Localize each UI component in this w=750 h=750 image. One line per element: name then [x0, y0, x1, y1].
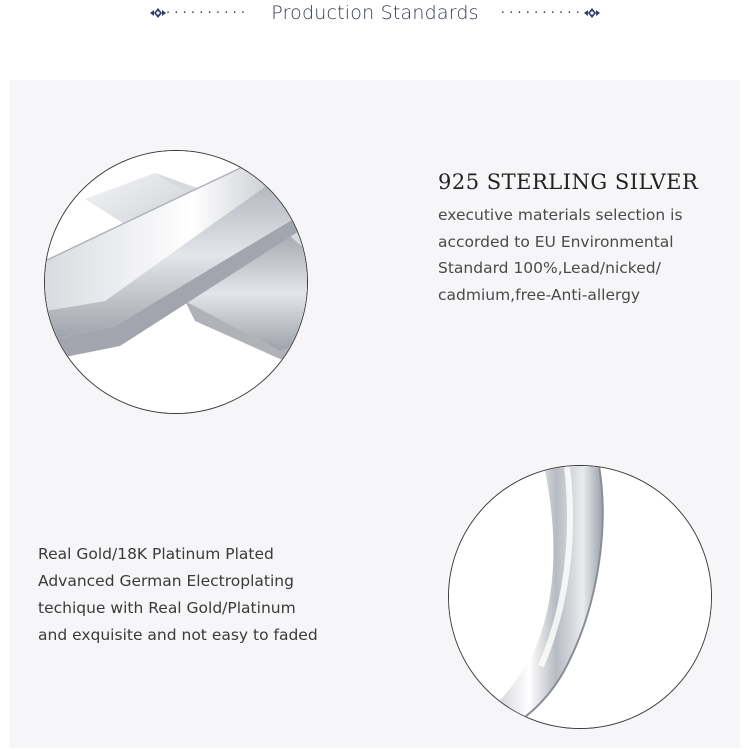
silver-bars-image [44, 150, 308, 414]
plating-paragraph [38, 541, 398, 649]
header-dots-right: ·········· [500, 5, 585, 21]
silver-heading: 925 STERLING SILVER [438, 170, 699, 194]
plating-line: techique with Real Gold/Platinum [38, 599, 296, 617]
silver-line: cadmium,free-Anti-allergy [438, 285, 641, 304]
header-dots-left: ·········· [165, 5, 250, 21]
fleur-diamond-icon [584, 7, 600, 19]
silver-line: accorded to EU Environmental [438, 232, 674, 251]
silver-paragraph [438, 202, 738, 308]
page-title: Production Standards [271, 2, 479, 24]
fleur-diamond-icon [150, 7, 166, 19]
header-left-ornament [150, 7, 249, 20]
plating-description [38, 541, 398, 649]
silver-description [438, 170, 738, 308]
header-right-ornament [501, 7, 600, 20]
plating-line: and exquisite and not easy to faded [38, 626, 318, 644]
section-header [0, 0, 750, 26]
plating-line: Real Gold/18K Platinum Plated [38, 545, 274, 563]
plating-line: Advanced German Electroplating [38, 572, 294, 590]
silver-line: executive materials selection is [438, 206, 683, 224]
silver-line: Standard 100%,Lead/nicked/ [438, 259, 661, 277]
polished-band-closeup-image [448, 465, 712, 729]
